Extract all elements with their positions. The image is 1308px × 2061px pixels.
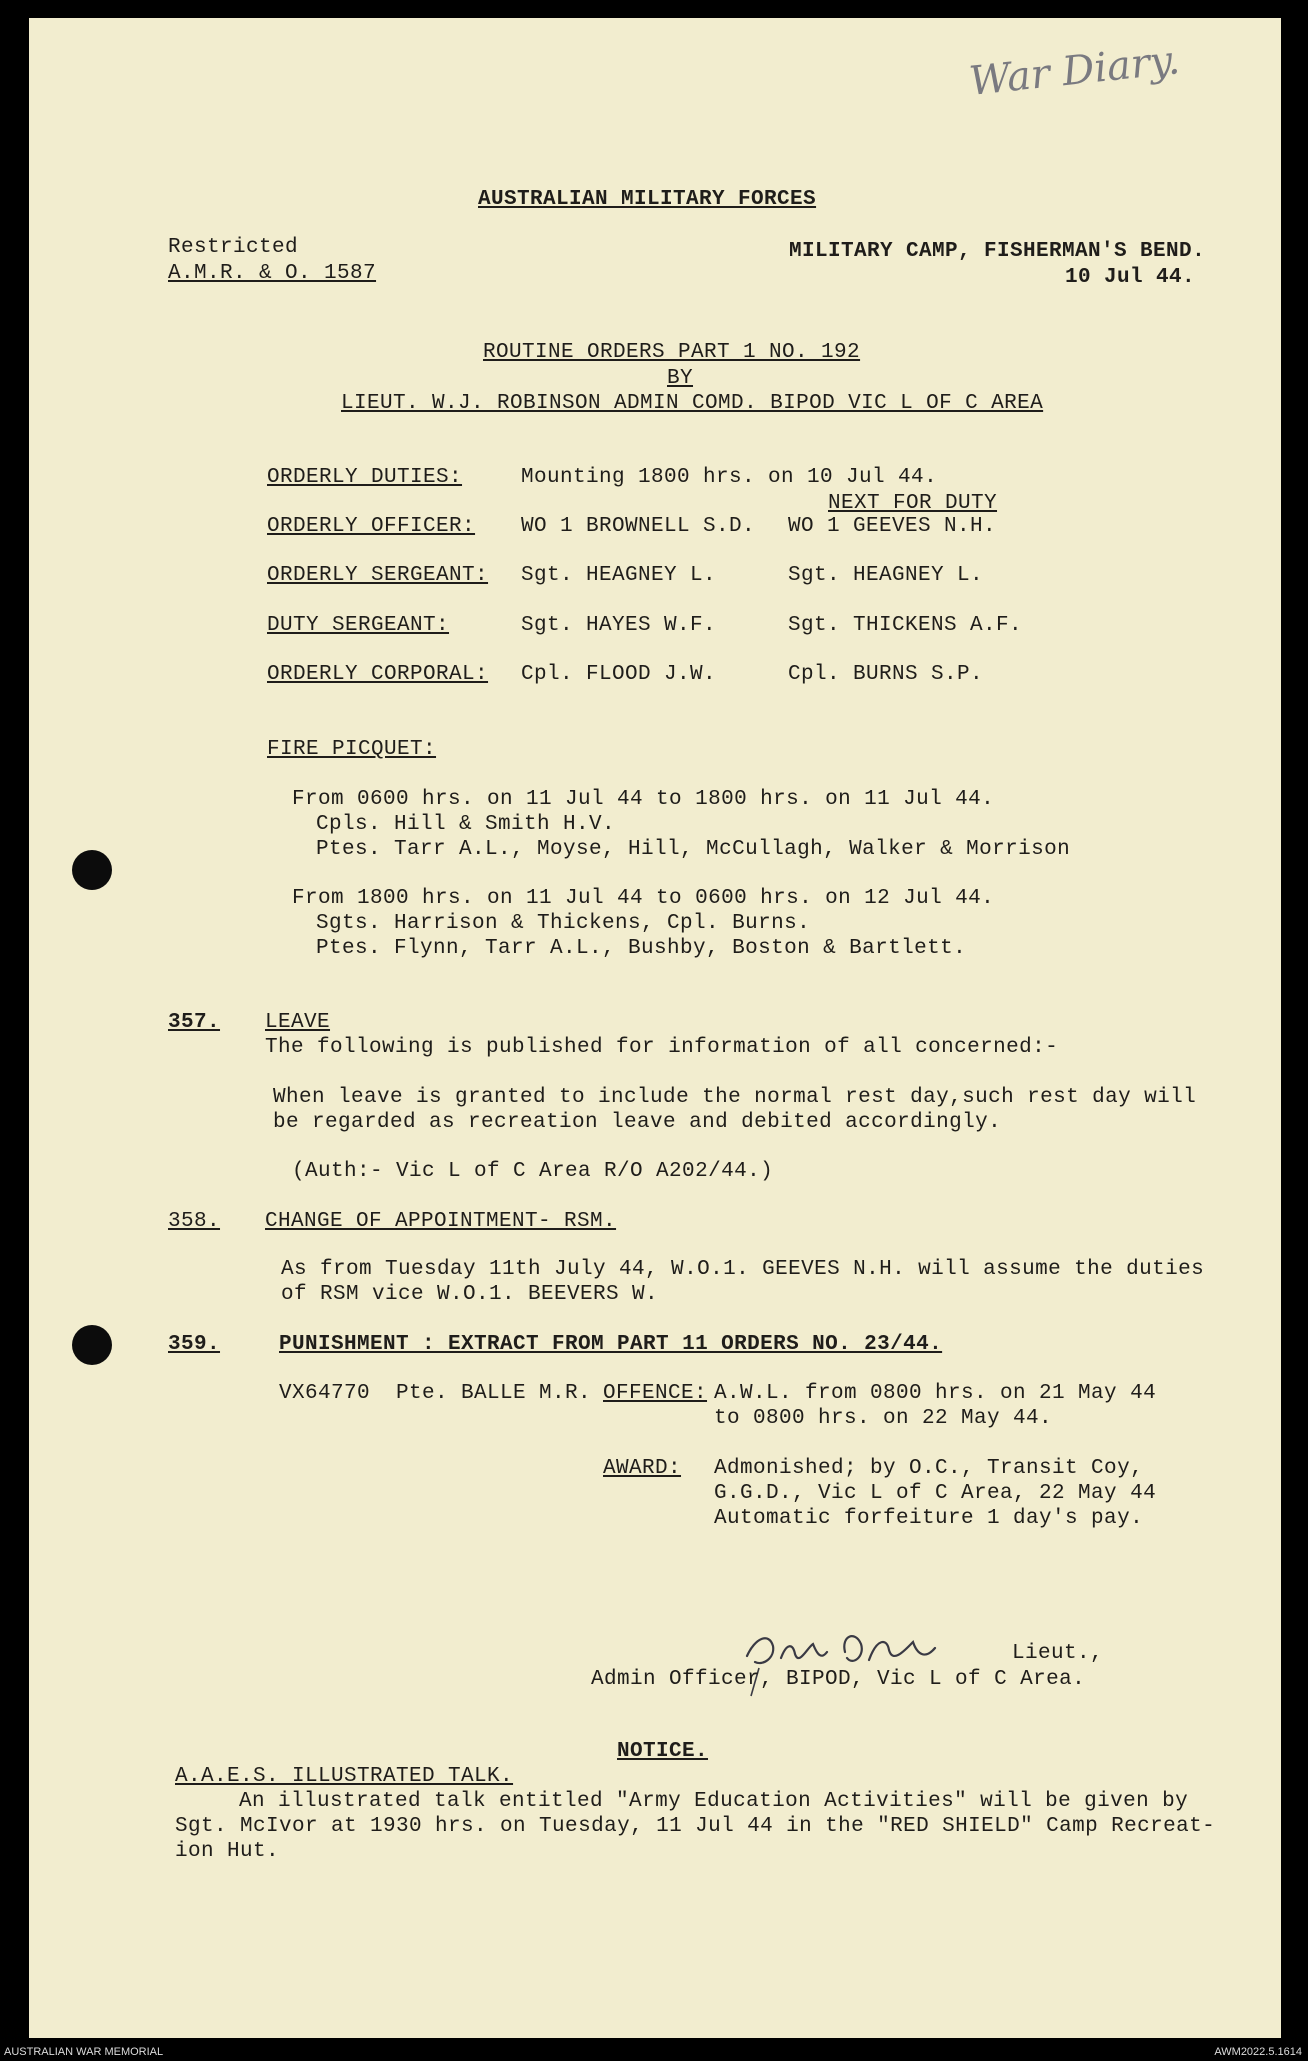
signature-title: Admin Officer, BIPOD, Vic L of C Area. (591, 1668, 1086, 1691)
item-number: 357. (168, 1011, 221, 1034)
appointment-heading: CHANGE OF APPOINTMENT- RSM. (265, 1210, 617, 1233)
offence-line: A.W.L. from 0800 hrs. on 21 May 44 (714, 1382, 1157, 1405)
fire-picquet-heading: FIRE PICQUET: (267, 738, 437, 761)
orders-commander: LIEUT. W.J. ROBINSON ADMIN COMD. BIPOD VIC L OF C AREA (341, 392, 1044, 415)
duty-role-label: ORDERLY CORPORAL: (267, 663, 489, 686)
award-label: AWARD: (603, 1457, 682, 1480)
item-number: 359. (168, 1333, 221, 1356)
offence-line: to 0800 hrs. on 22 May 44. (714, 1407, 1053, 1430)
punishment-soldier: VX64770 Pte. BALLE M.R. (279, 1382, 592, 1405)
offence-label: OFFENCE: (603, 1382, 708, 1405)
item-number: 358. (168, 1210, 221, 1233)
footer-reference: AWM2022.5.1614 (1214, 2046, 1302, 2058)
duty-current: Sgt. HEAGNEY L. (521, 564, 717, 587)
order-date: 10 Jul 44. (1065, 266, 1196, 289)
leave-heading: LEAVE (265, 1011, 331, 1034)
next-for-duty-label: NEXT FOR DUTY (828, 492, 998, 515)
notice-heading: NOTICE. (617, 1740, 709, 1763)
fire-picquet-shift-1-ptes: Ptes. Tarr A.L., Moyse, Hill, McCullagh, Walker & Morrison (316, 838, 1071, 861)
duty-current: WO 1 BROWNELL S.D. (521, 515, 756, 538)
fire-picquet-shift-1: From 0600 hrs. on 11 Jul 44 to 1800 hrs. on 11 Jul 44. (292, 788, 995, 811)
appointment-line: As from Tuesday 11th July 44, W.O.1. GEEVES N.H. will assume the duties (281, 1258, 1205, 1281)
leave-line: The following is published for information of all concerned:- (265, 1036, 1059, 1059)
duty-current: Cpl. FLOOD J.W. (521, 663, 717, 686)
notice-line: An illustrated talk entitled "Army Education Activities" will be given by (239, 1790, 1189, 1813)
restricted-label: Restricted (168, 236, 299, 259)
reference-number: A.M.R. & O. 1587 (168, 262, 377, 285)
award-line: Automatic forfeiture 1 day's pay. (714, 1507, 1144, 1530)
document-title: AUSTRALIAN MILITARY FORCES (478, 188, 817, 211)
appointment-line: of RSM vice W.O.1. BEEVERS W. (281, 1283, 659, 1306)
signature-rank: Lieut., (1012, 1642, 1104, 1665)
orders-title: ROUTINE ORDERS PART 1 NO. 192 (483, 341, 861, 364)
leave-line: be regarded as recreation leave and debited accordingly. (273, 1111, 1002, 1134)
handwritten-note: War Diary. (967, 37, 1182, 105)
footer-credit: AUSTRALIAN WAR MEMORIAL (4, 2046, 164, 2058)
fire-picquet-shift-2-sgts: Sgts. Harrison & Thickens, Cpl. Burns. (316, 912, 811, 935)
notice-line: ion Hut. (175, 1840, 280, 1863)
duty-next: Cpl. BURNS S.P. (788, 663, 984, 686)
camp-location: MILITARY CAMP, FISHERMAN'S BEND. (789, 240, 1206, 263)
duty-next: Sgt. HEAGNEY L. (788, 564, 984, 587)
document-page (29, 18, 1281, 2038)
orderly-duties-value: Mounting 1800 hrs. on 10 Jul 44. (521, 466, 938, 489)
duty-current: Sgt. HAYES W.F. (521, 614, 717, 637)
punishment-heading: PUNISHMENT : EXTRACT FROM PART 11 ORDERS NO. 23/44. (279, 1333, 943, 1356)
punch-hole (72, 850, 112, 890)
notice-line: Sgt. McIvor at 1930 hrs. on Tuesday, 11 Jul 44 in the "RED SHIELD" Camp Recreat- (175, 1815, 1216, 1838)
fire-picquet-shift-1-cpls: Cpls. Hill & Smith H.V. (316, 813, 616, 836)
duty-next: Sgt. THICKENS A.F. (788, 614, 1023, 637)
award-line: Admonished; by O.C., Transit Coy, (714, 1457, 1144, 1480)
notice-subheading: A.A.E.S. ILLUSTRATED TALK. (175, 1765, 514, 1788)
leave-authority: (Auth:- Vic L of C Area R/O A202/44.) (292, 1160, 774, 1183)
leave-line: When leave is granted to include the normal rest day,such rest day will (273, 1086, 1197, 1109)
fire-picquet-shift-2: From 1800 hrs. on 11 Jul 44 to 0600 hrs. on 12 Jul 44. (292, 887, 995, 910)
duty-role-label: ORDERLY SERGEANT: (267, 564, 489, 587)
duty-role-label: DUTY SERGEANT: (267, 614, 450, 637)
award-line: G.G.D., Vic L of C Area, 22 May 44 (714, 1482, 1157, 1505)
orderly-duties-label: ORDERLY DUTIES: (267, 466, 463, 489)
punch-hole (72, 1325, 112, 1365)
duty-next: WO 1 GEEVES N.H. (788, 515, 997, 538)
orders-by: BY (667, 367, 694, 390)
duty-role-label: ORDERLY OFFICER: (267, 515, 476, 538)
fire-picquet-shift-2-ptes: Ptes. Flynn, Tarr A.L., Bushby, Boston & Bartlett. (316, 937, 967, 960)
